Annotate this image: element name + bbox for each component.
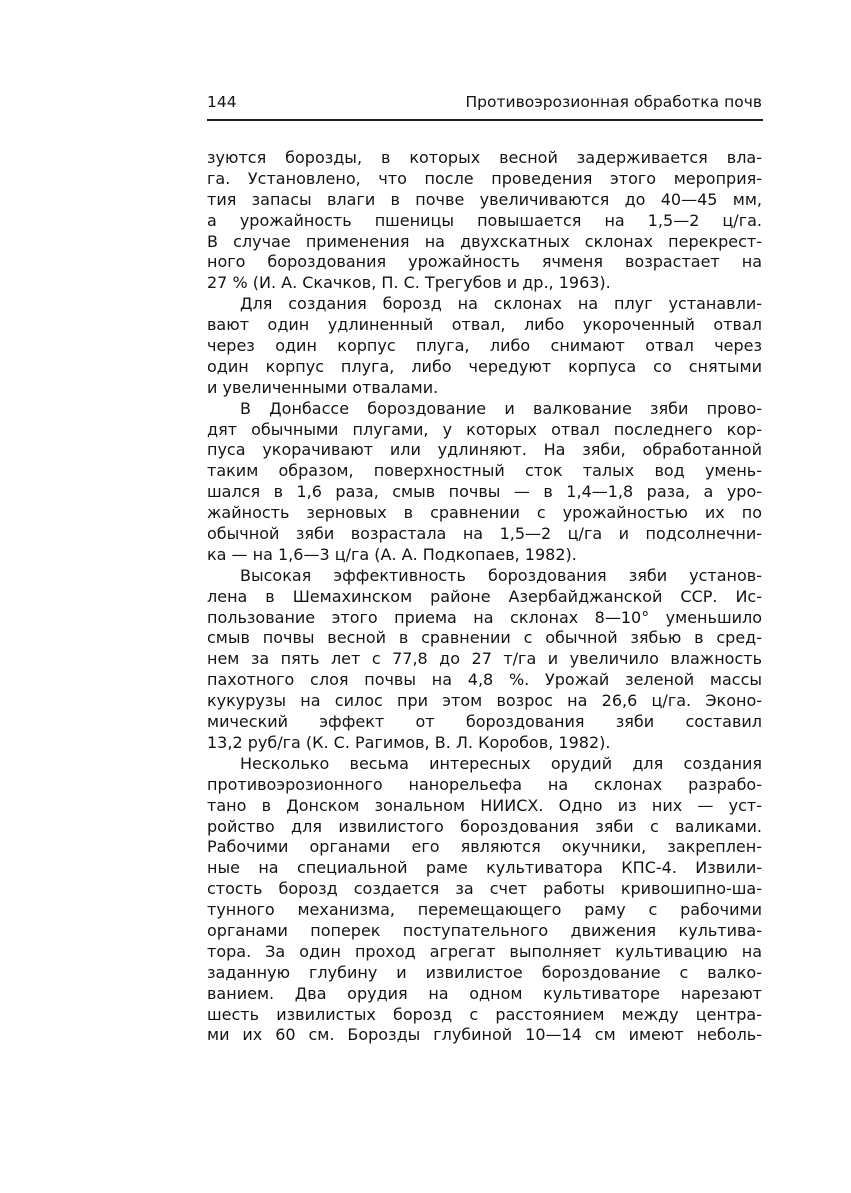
text-line: 13,2 руб/га (К. С. Рагимов, В. Л. Коробов, 1982). [207, 732, 611, 752]
page-header [207, 91, 762, 113]
text-line: тунного механизма, перемещающего раму с рабочими [207, 900, 762, 920]
text-line: В случае применения на двухскатных склонах перекрест- [207, 231, 762, 251]
text-line: заданную глубину и извилистое бороздование с валко- [207, 962, 762, 982]
text-line: органами поперек поступательного движения культива- [207, 920, 762, 940]
text-line: жайность зерновых в сравнении с урожайностью их по [207, 503, 762, 523]
text-line: ного бороздования урожайность ячменя возрастает на [207, 252, 762, 272]
text-line: В Донбассе бороздование и валкование зяби прово- [240, 398, 762, 418]
page-number: 144 [207, 93, 237, 111]
text-line: пользование этого приема на склонах 8—10° уменьшило [207, 607, 762, 627]
text-line: лена в Шемахинском районе Азербайджанской ССР. Ис- [207, 586, 762, 606]
text-line: Рабочими органами его являются окучники, закреплен- [207, 837, 762, 857]
text-line: и увеличенными отвалами. [207, 377, 439, 397]
text-line: нем за пять лет с 77,8 до 27 т/га и увеличило влажность [207, 649, 762, 669]
paragraph [207, 294, 762, 398]
text-line: пуса укорачивают или удлиняют. На зяби, обработанной [207, 440, 762, 460]
paragraph [207, 399, 762, 566]
text-line: вают один удлиненный отвал, либо укороченный отвал [207, 315, 762, 335]
text-line: мический эффект от бороздования зяби составил [207, 712, 762, 732]
text-line: ванием. Два орудия на одном культиваторе нарезают [207, 983, 762, 1003]
body-text [207, 148, 762, 1046]
text-line: стость борозд создается за счет работы кривошипно-ша- [207, 879, 762, 899]
header-rule [207, 119, 763, 121]
text-line: тия запасы влаги в почве увеличиваются до 40—45 мм, [207, 189, 762, 209]
text-line: Высокая эффективность бороздования зяби установ- [240, 565, 762, 585]
text-line: один корпус плуга, либо чередуют корпуса со снятыми [207, 356, 762, 376]
text-line: ка — на 1,6—3 ц/га (А. А. Подкопаев, 1982). [207, 544, 577, 564]
paragraph [207, 148, 762, 294]
text-line: дят обычными плугами, у которых отвал последнего кор- [207, 419, 762, 439]
text-line: зуются борозды, в которых весной задерживается вла- [207, 148, 762, 167]
text-line: обычной зяби возрастала на 1,5—2 ц/га и подсолнечни- [207, 524, 762, 544]
text-line: пахотного слоя почвы на 4,8 %. Урожай зеленой массы [207, 670, 762, 690]
text-line: тано в Донском зональном НИИСХ. Одно из них — уст- [207, 795, 762, 815]
text-line: таким образом, поверхностный сток талых вод умень- [207, 461, 762, 481]
text-line: тора. За один проход агрегат выполняет культивацию на [207, 941, 762, 961]
text-line: через один корпус плуга, либо снимают отвал через [207, 336, 762, 356]
text-line: шался в 1,6 раза, смыв почвы — в 1,4—1,8 раза, а уро- [207, 482, 762, 502]
paragraph [207, 566, 762, 754]
text-line: га. Установлено, что после проведения этого мероприя- [207, 168, 762, 188]
text-line: 27 % (И. А. Скачков, П. С. Трегубов и др., 1963). [207, 273, 611, 293]
text-line: ные на специальной раме культиватора КПС-4. Извили- [207, 858, 762, 878]
text-line: Несколько весьма интересных орудий для создания [240, 753, 762, 773]
text-line: ми их 60 см. Борозды глубиной 10—14 см имеют неболь- [207, 1025, 762, 1045]
text-line: ройство для извилистого бороздования зяби с валиками. [207, 816, 762, 836]
running-title: Противоэрозионная обработка почв [465, 93, 762, 111]
text-line: смыв почвы весной в сравнении с обычной зябью в сред- [207, 628, 762, 648]
paragraph [207, 754, 762, 1046]
text-line: шесть извилистых борозд с расстоянием между центра- [207, 1004, 762, 1024]
text-line: а урожайность пшеницы повышается на 1,5—2 ц/га. [207, 210, 762, 230]
text-line: Для создания борозд на склонах на плуг устанавли- [240, 294, 762, 314]
text-line: противоэрозионного нанорельефа на склонах разрабо- [207, 774, 762, 794]
text-line: кукурузы на силос при этом возрос на 26,6 ц/га. Эконо- [207, 691, 762, 711]
